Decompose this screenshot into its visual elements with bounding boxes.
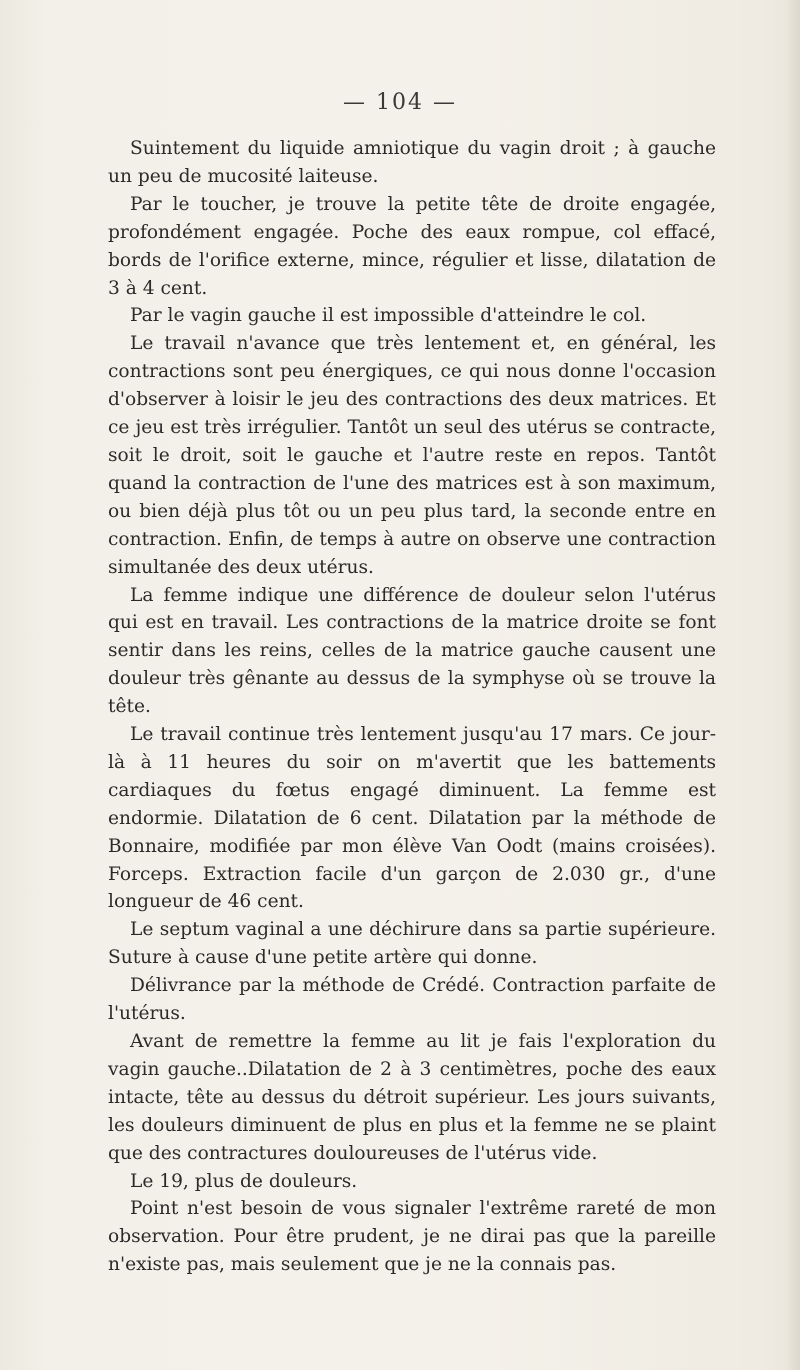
page-number-header: — 104 — bbox=[343, 90, 457, 115]
paragraph: Suintement du liquide amniotique du vagin droit ; à gauche un peu de mucosité laiteuse. bbox=[108, 138, 716, 187]
paragraph: La femme indique une différence de douleur selon l'utérus qui est en travail. Les contractions de la matrice droite se font sentir dans les reins, celles de la matrice gauche causent une douleur très gênante au dessus de la symphyse où se trouve la tête. bbox=[108, 584, 716, 718]
paragraph: Par le toucher, je trouve la petite tête de droite engagée, profondément engagée. Poche des eaux rompue, col effacé, bords de l'orifice externe, mince, régulier et lisse, dilatation de 3 à 4 cent. bbox=[108, 193, 716, 299]
paragraph: Par le vagin gauche il est impossible d'atteindre le col. bbox=[130, 305, 647, 327]
paragraph: Le travail continue très lentement jusqu'au 17 mars. Ce jour-là à 11 heures du soir on m'avertit que les battements cardiaques du fœtus engagé diminuent. La femme est endormie. Dilatation de 6 cent. Dilatation par la méthode de Bonnaire, modifiée par mon élève Van Oodt (mains croisées). Forceps. Extraction facile d'un garçon de 2.030 gr., d'une longueur de 46 cent. bbox=[108, 724, 716, 913]
paragraph: Délivrance par la méthode de Crédé. Contraction parfaite de l'utérus. bbox=[108, 975, 716, 1025]
paragraph: Avant de remettre la femme au lit je fais l'exploration du vagin gauche..Dilatation de 2 à 3 centimètres, poche des eaux intacte, tête au dessus du détroit supérieur. Les jours suivants, les douleurs diminuent de plus en plus et la femme ne se plaint que des contractures douloureuses de l'utérus vide. bbox=[108, 1031, 716, 1164]
paragraph: Le travail n'avance que très lentement et, en général, les contractions sont peu énergiques, ce qui nous donne l'occasion d'observer à loisir le jeu des contractions des deux matrices. Et ce jeu est très irrégulier. Tantôt un seul des utérus se contracte, soit le droit, soit le gauche et l'autre reste en repos. Tantôt quand la contraction de l'une des matrices est à son maximum, ou bien déjà plus tôt ou un peu plus tard, la seconde entre en contraction. Enfin, de temps à autre on observe une contraction simultanée des deux utérus. bbox=[108, 333, 716, 578]
paragraph: Le 19, plus de douleurs. bbox=[130, 1170, 358, 1192]
paragraph: Point n'est besoin de vous signaler l'extrême rareté de mon observation. Pour être prudent, je ne dirai pas que la pareille n'existe pas, mais seulement que je ne la connais pas. bbox=[108, 1198, 716, 1276]
body-text bbox=[108, 135, 716, 1279]
paragraph: Le septum vaginal a une déchirure dans sa partie supérieure. Suture à cause d'une petite artère qui donne. bbox=[108, 919, 716, 969]
page-edge-shadow bbox=[786, 0, 800, 1370]
